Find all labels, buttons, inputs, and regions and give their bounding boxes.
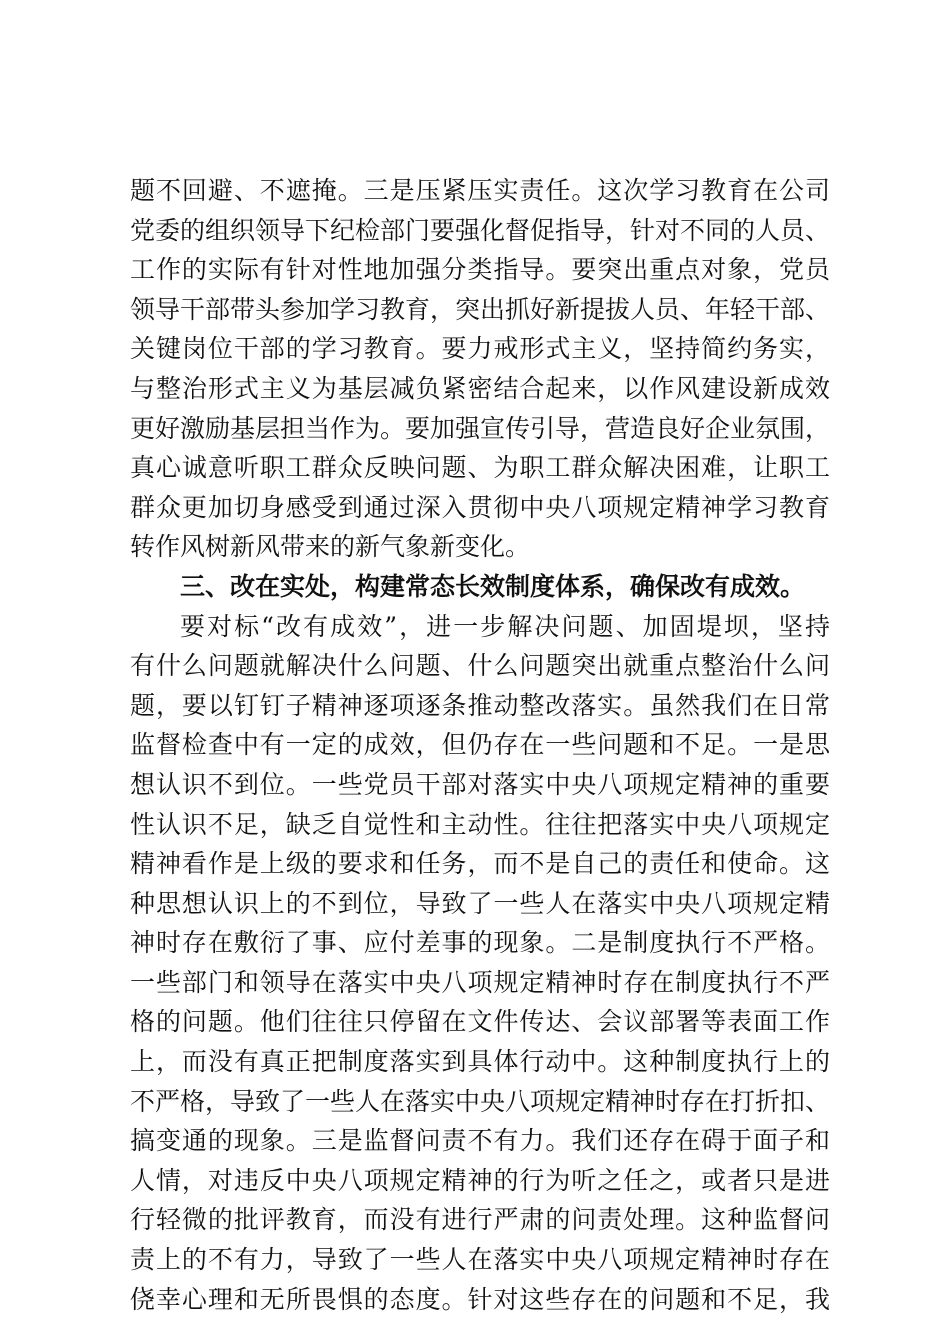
text-line: 责上的不有力，导致了一些人在落实中央八项规定精神时存在 [130, 1245, 830, 1275]
text-line: 要对标“改有成效”，进一步解决问题、加固堤坝，坚持 [180, 611, 830, 641]
text-line: 题，要以钉钉子精神逐项逐条推动整改落实。虽然我们在日常 [130, 690, 830, 720]
text-line: 格的问题。他们往往只停留在文件传达、会议部署等表面工作 [130, 1007, 830, 1037]
text-line: 转作风树新风带来的新气象新变化。 [130, 532, 531, 562]
text-line: 党委的组织领导下纪检部门要强化督促指导，针对不同的人员、 [130, 215, 831, 245]
section-heading: 三、改在实处，构建常态长效制度体系，确保改有成效。 [180, 571, 806, 601]
text-line: 上，而没有真正把制度落实到具体行动中。这种制度执行上的 [130, 1047, 830, 1077]
text-line: 性认识不足，缺乏自觉性和主动性。往往把落实中央八项规定 [130, 809, 830, 839]
text-line: 监督检查中有一定的成效，但仍存在一些问题和不足。一是思 [130, 730, 830, 760]
text-line: 神时存在敷衍了事、应付差事的现象。二是制度执行不严格。 [130, 928, 830, 958]
text-line: 更好激励基层担当作为。要加强宣传引导，营造良好企业氛围， [130, 413, 831, 443]
text-line: 领导干部带头参加学习教育，突出抓好新提拔人员、年轻干部、 [130, 294, 831, 324]
text-line: 真心诚意听职工群众反映问题、为职工群众解决困难，让职工 [130, 453, 830, 483]
text-line: 群众更加切身感受到通过深入贯彻中央八项规定精神学习教育 [130, 492, 830, 522]
text-line: 有什么问题就解决什么问题、什么问题突出就重点整治什么问 [130, 651, 830, 681]
text-line: 搞变通的现象。三是监督问责不有力。我们还存在碍于面子和 [130, 1126, 830, 1156]
text-line: 种思想认识上的不到位，导致了一些人在落实中央八项规定精 [130, 888, 830, 918]
text-line: 精神看作是上级的要求和任务，而不是自己的责任和使命。这 [130, 849, 830, 879]
text-line: 行轻微的批评教育，而没有进行严肃的问责处理。这种监督问 [130, 1205, 830, 1235]
text-line: 不严格，导致了一些人在落实中央八项规定精神时存在打折扣、 [130, 1086, 831, 1116]
text-line: 工作的实际有针对性地加强分类指导。要突出重点对象，党员 [130, 255, 830, 285]
text-line: 与整治形式主义为基层减负紧密结合起来，以作风建设新成效 [130, 373, 830, 403]
text-line: 侥幸心理和无所畏惧的态度。针对这些存在的问题和不足，我 [130, 1284, 830, 1314]
text-line: 一些部门和领导在落实中央八项规定精神时存在制度执行不严 [130, 967, 830, 997]
text-line: 想认识不到位。一些党员干部对落实中央八项规定精神的重要 [130, 769, 830, 799]
text-line: 题不回避、不遮掩。三是压紧压实责任。这次学习教育在公司 [130, 176, 830, 205]
text-line: 关键岗位干部的学习教育。要力戒形式主义，坚持简约务实， [130, 334, 830, 364]
text-line: 人情，对违反中央八项规定精神的行为听之任之，或者只是进 [130, 1165, 830, 1195]
document-body [130, 171, 830, 1319]
